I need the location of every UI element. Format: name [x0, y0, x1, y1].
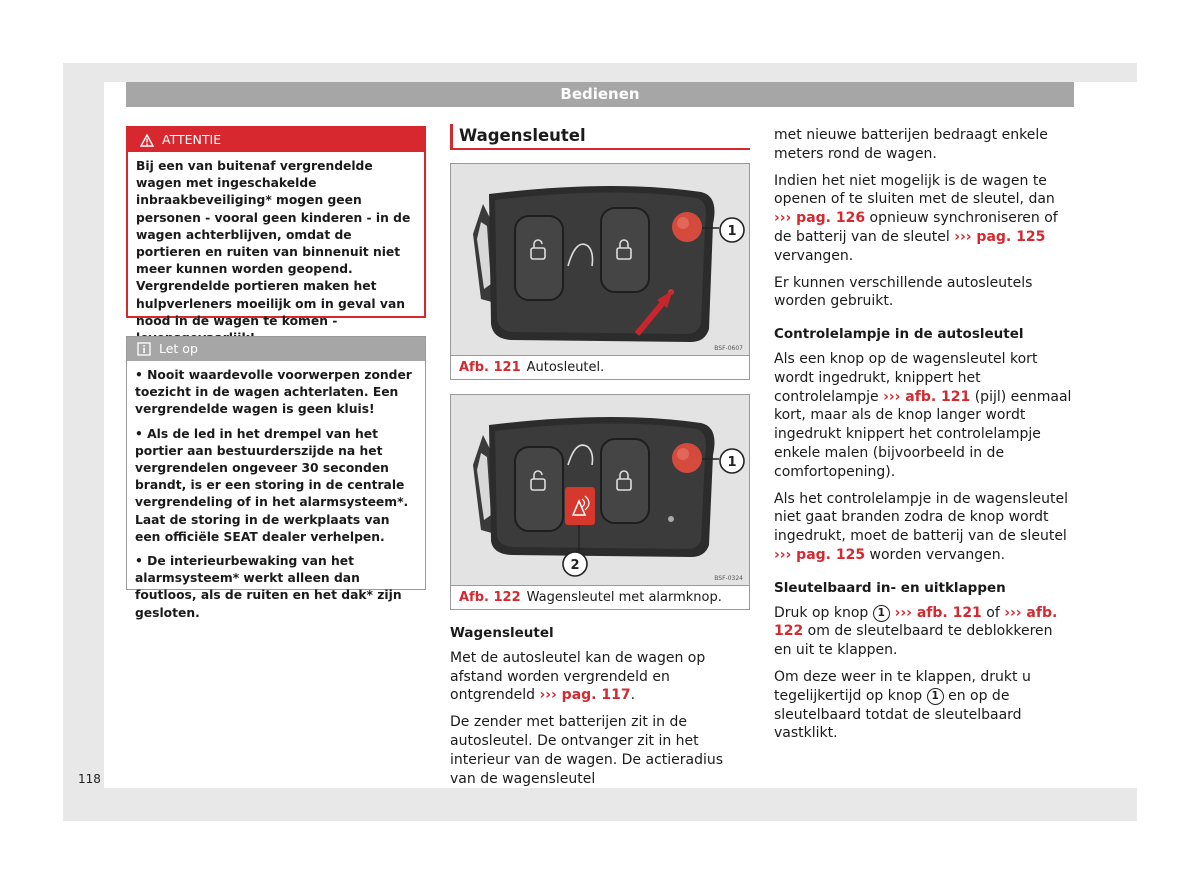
figure-label: Afb. 121 [459, 360, 521, 375]
car-key-illustration [451, 164, 749, 356]
figure-callout-1: 1 [727, 455, 737, 470]
figure-callout-1: 1 [727, 224, 737, 239]
note-item: • Als de led in het drempel van het portier aan bestuurderszijde na het vergrendelen ongeveer 30 seconden brandt, is er een storing in de centrale vergrendeling of in het alarmsysteem*. Laat de storing in de werkplaats van een officiële SEAT dealer verhelpen. [135, 426, 409, 544]
page-reference-link[interactable]: ››› pag. 125 [954, 228, 1046, 245]
note-title: Let op [159, 341, 198, 356]
right-column-text [774, 126, 1074, 751]
figure-reference-link[interactable]: ››› afb. 121 [889, 604, 982, 621]
text: . [630, 687, 636, 704]
paragraph [774, 604, 1074, 660]
car-key-alarm-illustration [451, 395, 749, 585]
paragraph: met nieuwe batterijen bedraagt enkele meters rond de wagen. [774, 127, 1048, 162]
page-number: 118 [78, 772, 101, 786]
figure-caption-text: Wagensleutel met alarmknop. [526, 590, 722, 605]
figure-label: Afb. 122 [459, 590, 521, 605]
middle-heading: Wagensleutel [450, 625, 554, 641]
text: worden vervangen. [865, 546, 1006, 563]
note-body [127, 361, 425, 622]
text: vervangen. [774, 247, 854, 264]
text: Als een knop op de wagensleutel kort wordt ingedrukt, knippert het controlelampje [774, 350, 1038, 405]
text: Indien het niet mogelijk is de wagen te openen of te sluiten met de sleutel, dan [774, 172, 1055, 208]
warning-triangle-icon [140, 134, 154, 147]
chapter-header: Bedienen [126, 82, 1074, 107]
subheading: Controlelampje in de autosleutel [774, 326, 1024, 343]
text: en op de sleutelbaard totdat de sleutelbaard vastklikt. [774, 687, 1022, 742]
figure-caption-text: Autosleutel. [526, 360, 605, 375]
paragraph: De zender met batterijen zit in de autosleutel. De ontvanger zit in het interieur van de wagen. De actieradius van de wagensleutel [450, 714, 724, 787]
key-button-number: 1 [873, 605, 890, 622]
paragraph [450, 649, 750, 705]
info-icon [137, 342, 151, 356]
warning-header [128, 128, 424, 152]
text: Met de autosleutel kan de wagen op afstand worden vergrendeld en ontgrendeld [450, 649, 706, 704]
figure-callout-2: 2 [570, 558, 580, 573]
warning-title: ATTENTIE [162, 132, 222, 147]
figure-caption [451, 585, 749, 609]
figure-reference-link[interactable]: ››› afb. 121 [883, 388, 971, 405]
text: om de sleutelbaard te deblokkeren en uit te klappen. [774, 623, 1053, 659]
page-reference-link[interactable]: ››› pag. 126 [774, 210, 866, 227]
middle-column-text [450, 624, 750, 796]
page-reference-link[interactable]: ››› pag. 125 [774, 546, 866, 563]
figure-code: BSF-0324 [714, 575, 743, 582]
key-button-number: 1 [927, 688, 944, 705]
figure-code: BSF-0607 [714, 345, 743, 352]
paragraph [774, 350, 1074, 482]
figure-122 [450, 394, 750, 610]
paragraph [774, 668, 1074, 743]
figure-caption [451, 355, 749, 379]
figure-reference-link[interactable]: ››› afb. 122 [774, 604, 1058, 640]
text: (pijl) eenmaal kort, maar als de knop langer wordt ingedrukt knippert het controlelampje enkele malen (bijvoorbeeld in de comfortopening). [774, 388, 1072, 480]
text: Als het controlelampje in de wagensleutel niet gaat branden zodra de knop wordt ingedrukt, moet de batterij van de sleutel [774, 490, 1068, 545]
note-header [127, 337, 425, 361]
text: opnieuw synchroniseren of de batterij van de sleutel [774, 210, 1058, 245]
text: Om deze weer in te klappen, drukt u tegelijkertijd op knop [774, 668, 1031, 704]
subheading: Sleutelbaard in- en uitklappen [774, 579, 1006, 596]
section-title: Wagensleutel [450, 124, 750, 150]
figure-121 [450, 163, 750, 380]
text: of [981, 604, 1005, 621]
text: Druk op knop [774, 604, 873, 621]
warning-text: Bij een van buitenaf vergrendelde wagen met ingeschakelde inbraakbeveiliging* mogen geen personen - vooral geen kinderen - in de wagen achterblijven, omdat de portieren en ruiten van binnenuit niet meer kunnen worden geopend. Vergrendelde portieren maken het hulpverleners moeilijk om in geval van nood in de wagen te komen - [136, 159, 411, 328]
paragraph: Er kunnen verschillende autosleutels worden gebruikt. [774, 274, 1033, 310]
note-item: • Nooit waardevolle voorwerpen zonder toezicht in de wagen achterlaten. Een vergrendelde wagen is geen kluis! [135, 368, 412, 417]
note-item: • De interieurbewaking van het alarmsysteem* werkt alleen dan foutloos, als de ruiten en het dak* zijn gesloten. [135, 554, 402, 620]
page-reference-link[interactable]: ››› pag. 117 [539, 687, 631, 704]
warning-box [126, 126, 426, 328]
paragraph [774, 490, 1074, 565]
note-box [126, 336, 426, 620]
paragraph [774, 172, 1074, 266]
